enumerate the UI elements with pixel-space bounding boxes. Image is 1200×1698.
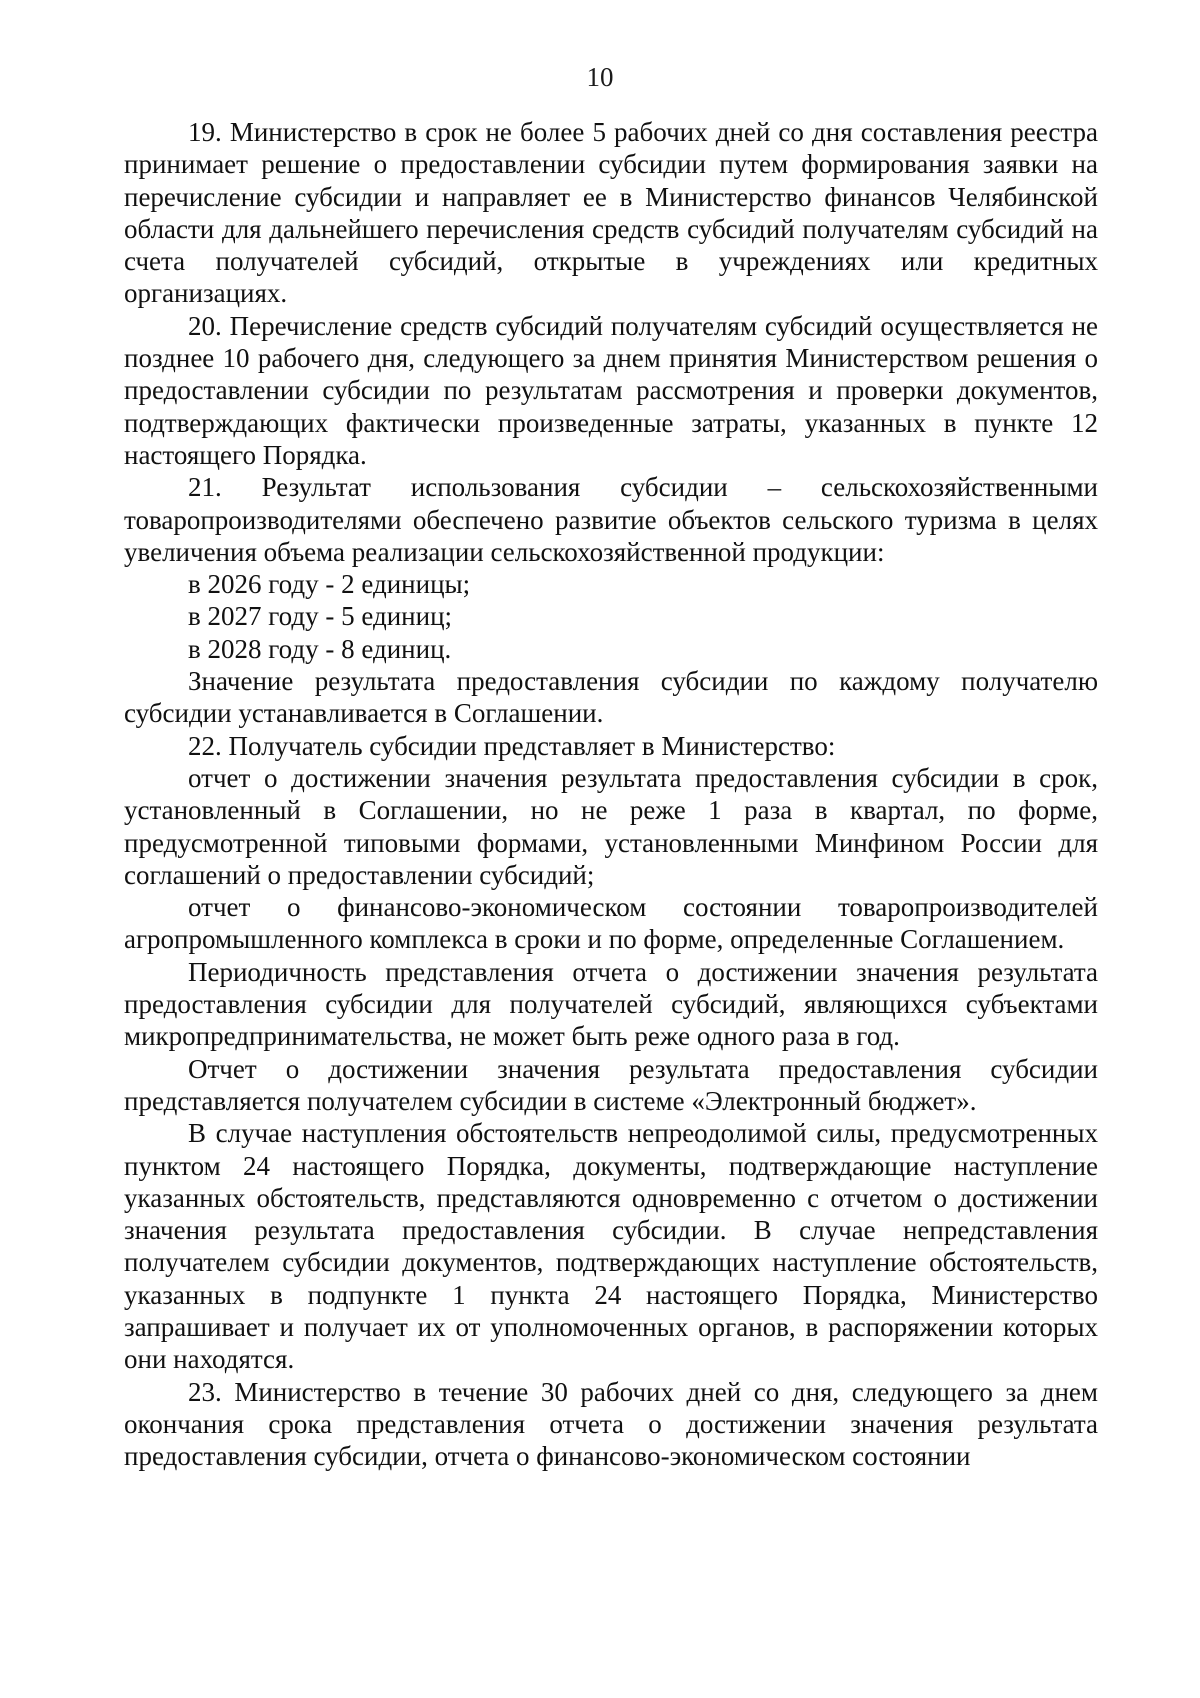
paragraph-report-result: отчет о достижении значения результата предоставления субсидии в срок, установленный в Соглашении, но не реже 1 раза в квартал, по форме, предусмотренной типовыми формами, установленными Минфином России для соглашений о предоставлении субсидий; — [124, 762, 1098, 890]
paragraph-22: 22. Получатель субсидии представляет в Министерство: — [188, 730, 836, 761]
paragraph-21: 21. Результат использования субсидии – сельскохозяйственными товаропроизводителями обеспечено развитие объектов сельского туризма в целях увеличения объема реализации сельскохозяйственной продукции: — [124, 472, 1098, 567]
paragraph-periodicity: Периодичность представления отчета о достижении значения результата предоставления субсидии для получателей субсидий, являющихся субъектами микропредпринимательства, не может быть реже одного раза в год. — [124, 956, 1098, 1052]
paragraph-electronic-budget: Отчет о достижении значения результата предоставления субсидии представляется получателем субсидии в системе «Электронный бюджет». — [124, 1053, 1098, 1116]
result-year-2028: в 2028 году - 8 единиц. — [188, 633, 452, 664]
paragraph-23: 23. Министерство в течение 30 рабочих дней со дня, следующего за днем окончания срока представления отчета о достижении значения результата предоставления субсидии, отчета о финансово-экономическом состоянии — [124, 1376, 1098, 1472]
result-year-2026: в 2026 году - 2 единицы; — [188, 569, 471, 600]
page-number: 10 — [586, 62, 614, 92]
document-body — [124, 116, 1098, 1472]
paragraph-19: 19. Министерство в срок не более 5 рабочих дней со дня составления реестра принимает решение о предоставлении субсидии путем формирования заявки на перечисление субсидии и направляет ее в Министерство финансов Челябинской области для дальнейшего перечисления средств субсидий получателям субсидий на счета получателей субсидий, открытые в учреждениях или кредитных организациях. — [124, 117, 1098, 309]
paragraph-result-value: Значение результата предоставления субсидии по каждому получателю субсидии устанавливается в Соглашении. — [124, 666, 1098, 729]
paragraph-force-majeure: В случае наступления обстоятельств непреодолимой силы, предусмотренных пунктом 24 настоящего Порядка, документы, подтверждающие наступление указанных обстоятельств, представляются одновременно с отчетом о достижении значения результата предоставления субсидии. В случае непредставления получателем субсидии документов, подтверждающих наступление обстоятельств, указанных в подпункте 1 пункта 24 настоящего Порядка, Министерство запрашивает и получает их от уполномоченных органов, в распоряжении которых они находятся. — [124, 1118, 1098, 1375]
paragraph-20: 20. Перечисление средств субсидий получателям субсидий осуществляется не позднее 10 рабочего дня, следующего за днем принятия Министерством решения о предоставлении субсидии по результатам рассмотрения и проверки документов, подтверждающих фактически произведенные затраты, указанных в пункте 12 настоящего Порядка. — [124, 310, 1098, 470]
result-year-2027: в 2027 году - 5 единиц; — [188, 601, 453, 632]
paragraph-report-finance: отчет о финансово-экономическом состоянии товаропроизводителей агропромышленного комплекса в сроки и по форме, определенные Соглашением. — [124, 892, 1098, 955]
